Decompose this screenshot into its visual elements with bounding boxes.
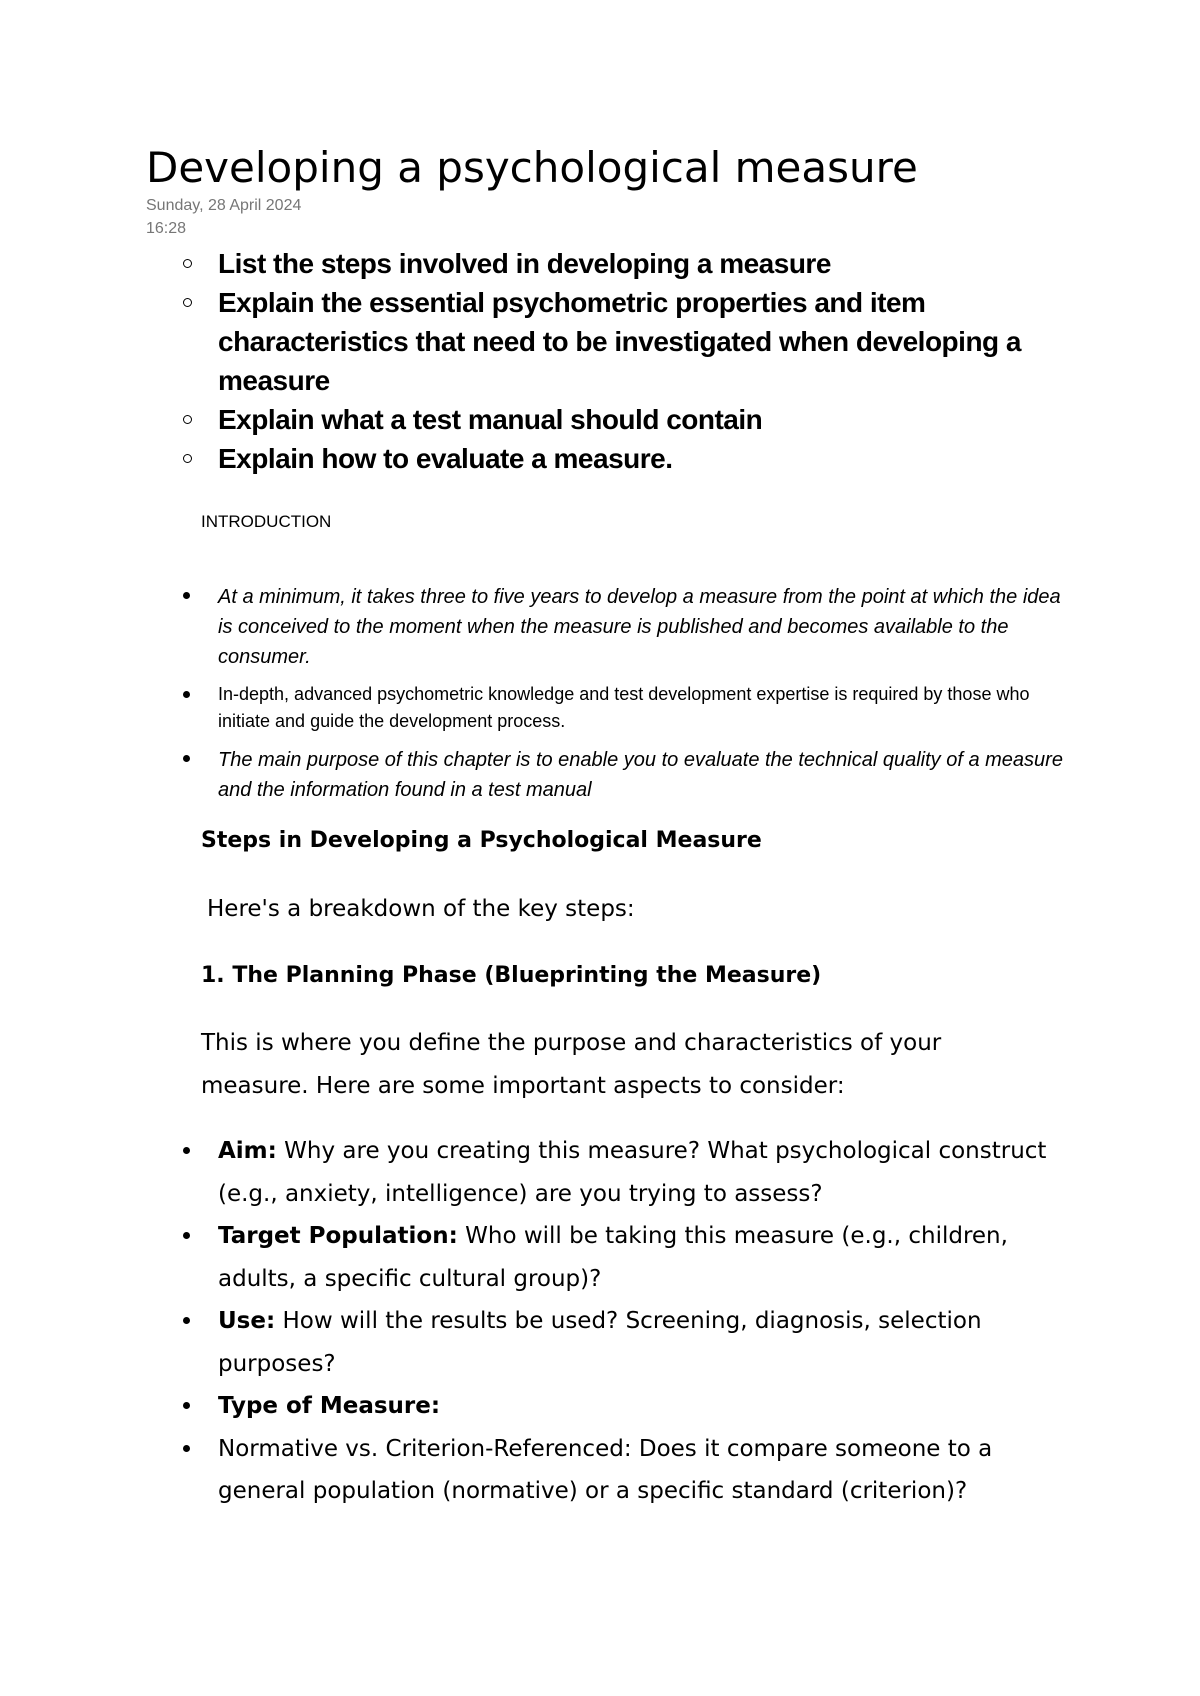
- planning-text: This is where you define the purpose and characteristics of your measure. Here are some important aspects to consider:: [201, 1030, 942, 1099]
- steps-heading: Steps in Developing a Psychological Measure: [201, 828, 762, 853]
- learning-objectives-list: [0, 244, 1200, 478]
- bullet-icon: [183, 1317, 190, 1324]
- introduction-item: [0, 745, 1063, 805]
- aspect-item: [0, 1130, 1078, 1215]
- aspect-item: [0, 1428, 1078, 1513]
- bullet-icon: [183, 592, 190, 599]
- bullet-icon: [183, 1402, 190, 1409]
- aspect-text: Why are you creating this measure? What psychological construct (e.g., anxiety, intelligence) are you trying to assess?: [218, 1138, 1047, 1207]
- planning-aspects-list: [0, 1130, 1200, 1513]
- aspect-text: Normative vs. Criterion-Referenced: Does it compare someone to a general population (normative) or a specific standard (criterion)?: [218, 1435, 993, 1504]
- page-date: Sunday, 28 April 2024: [146, 197, 302, 214]
- bullet-icon: [183, 1147, 190, 1154]
- introduction-item: [0, 681, 1068, 735]
- objective-item: [0, 283, 1050, 400]
- aspect-label: Target Population:: [218, 1223, 458, 1249]
- introduction-item: [0, 582, 1063, 672]
- objective-item: [0, 439, 1050, 478]
- aspect-item: [0, 1300, 1078, 1385]
- objective-text: Explain the essential psychometric properties and item characteristics that need to be investigated when developing a measure: [218, 287, 1021, 396]
- bullet-icon: [183, 1445, 190, 1452]
- objective-text: Explain how to evaluate a measure.: [218, 443, 673, 474]
- bullet-icon: [183, 755, 190, 762]
- aspect-label: Aim:: [218, 1138, 277, 1164]
- hollow-bullet-icon: [183, 298, 192, 307]
- page-title: Developing a psychological measure: [146, 143, 918, 192]
- introduction-text: In-depth, advanced psychometric knowledge and test development expertise is required by those who initiate and guide the development process.: [218, 684, 1030, 731]
- aspect-text: Who will be taking this measure (e.g., children, adults, a specific cultural group)?: [218, 1223, 1008, 1292]
- aspect-text: How will the results be used? Screening, diagnosis, selection purposes?: [218, 1308, 982, 1377]
- aspect-item: [0, 1215, 1078, 1300]
- bullet-icon: [183, 691, 190, 698]
- hollow-bullet-icon: [183, 259, 192, 268]
- bullet-icon: [183, 1232, 190, 1239]
- hollow-bullet-icon: [183, 415, 192, 424]
- aspect-label: Use:: [218, 1308, 276, 1334]
- aspect-label: Type of Measure:: [218, 1393, 441, 1419]
- introduction-text: At a minimum, it takes three to five years to develop a measure from the point at which the idea is conceived to the moment when the measure is published and becomes available to the consumer.: [218, 586, 1061, 668]
- introduction-list: [0, 582, 1200, 814]
- planning-heading: 1. The Planning Phase (Blueprinting the Measure): [201, 963, 822, 988]
- objective-text: List the steps involved in developing a measure: [218, 248, 831, 279]
- steps-intro: Here's a breakdown of the key steps:: [207, 896, 635, 922]
- page-time: 16:28: [146, 220, 187, 237]
- objective-item: [0, 400, 1050, 439]
- introduction-label: INTRODUCTION: [201, 512, 332, 531]
- objective-item: [0, 244, 1050, 283]
- introduction-text: The main purpose of this chapter is to enable you to evaluate the technical quality of a measure and the information found in a test manual: [218, 749, 1063, 801]
- aspect-item: [0, 1385, 1078, 1428]
- hollow-bullet-icon: [183, 454, 192, 463]
- objective-text: Explain what a test manual should contain: [218, 404, 763, 435]
